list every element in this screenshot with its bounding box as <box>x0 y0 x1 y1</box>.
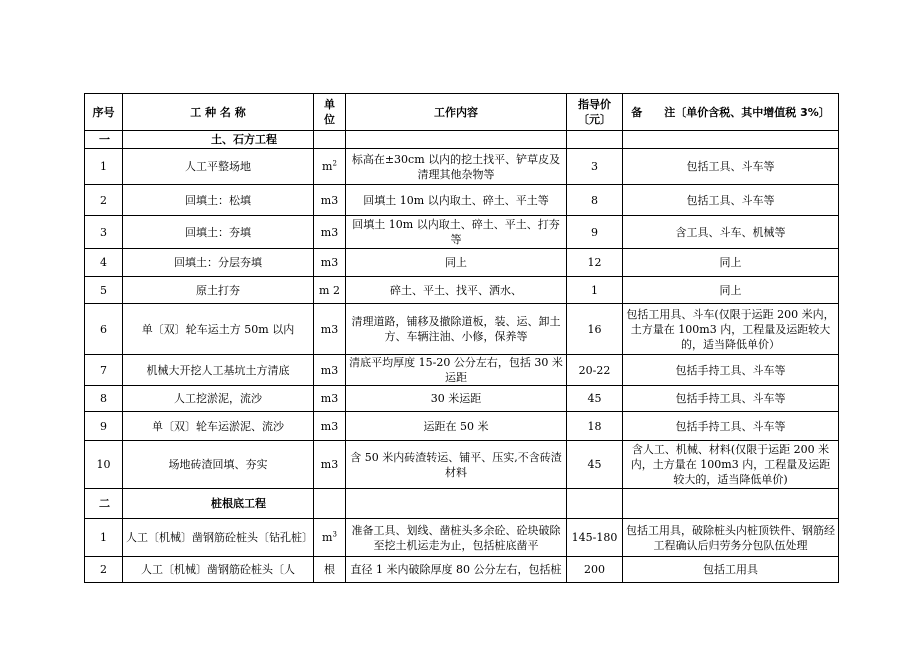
table-row <box>85 519 839 557</box>
cell-unit: m3 <box>314 355 346 386</box>
cell-remark: 包括工用具、斗车(仅限于运距 200 米内，土方量在 100m3 内，工程量及运距较大的，适当降低单价） <box>623 304 839 355</box>
cell-unit <box>314 519 346 557</box>
section-title: 桩根底工程 <box>123 489 314 519</box>
cell-content: 30 米运距 <box>346 386 567 412</box>
section-title: 土、石方工程 <box>123 131 314 149</box>
cell-remark: 包括工具、斗车等 <box>623 185 839 216</box>
empty-cell <box>314 131 346 149</box>
cell-price: 1 <box>567 277 623 304</box>
cell-content: 碎土、平土、找平、洒水、 <box>346 277 567 304</box>
cell-price: 3 <box>567 149 623 185</box>
empty-cell <box>346 489 567 519</box>
cell-content: 清理道路，铺移及撤除道板，装、运、卸土方、车辆注油、小修，保养等 <box>346 304 567 355</box>
cell-content: 回填土 10m 以内取土、碎土、平土、打夯等 <box>346 216 567 249</box>
unit-text: m <box>322 531 333 544</box>
unit-text: m <box>322 160 333 173</box>
cell-remark: 含人工、机械、材料(仅限于运距 200 米内，土方量在 100m3 内，工程量及运距较大的，适当降低单价) <box>623 441 839 489</box>
header-remark: 备 注〔单价含税、其中增值税 3%〕 <box>623 94 839 131</box>
cell-remark: 包括工用具 <box>623 557 839 583</box>
empty-cell <box>623 489 839 519</box>
cell-name: 单〔双〕轮车运土方 50m 以内 <box>123 304 314 355</box>
cell-content: 标高在±30cm 以内的挖土找平、铲草皮及清理其他杂物等 <box>346 149 567 185</box>
cell-name: 人工〔机械〕凿钢筋砼桩头〔钻孔桩〕 <box>123 519 314 557</box>
cell-price: 20-22 <box>567 355 623 386</box>
cell-price: 200 <box>567 557 623 583</box>
unit-superscript: 3 <box>332 530 337 539</box>
cell-remark: 同上 <box>623 249 839 277</box>
cell-price: 16 <box>567 304 623 355</box>
empty-cell <box>314 489 346 519</box>
cell-price: 145-180 <box>567 519 623 557</box>
cell-name: 人工〔机械〕凿钢筋砼桩头〔人 <box>123 557 314 583</box>
cell-no: 7 <box>85 355 123 386</box>
section-row <box>85 489 839 519</box>
cell-price: 18 <box>567 412 623 441</box>
cell-unit <box>314 149 346 185</box>
cell-unit: m 2 <box>314 277 346 304</box>
cell-price: 9 <box>567 216 623 249</box>
header-name: 工 种 名 称 <box>123 94 314 131</box>
empty-cell <box>346 131 567 149</box>
cell-name: 单〔双〕轮车运淤泥、流沙 <box>123 412 314 441</box>
unit-superscript: 2 <box>332 159 337 168</box>
cell-no: 2 <box>85 185 123 216</box>
table-row <box>85 277 839 304</box>
table-row <box>85 386 839 412</box>
cell-name: 场地砖渣回填、夯实 <box>123 441 314 489</box>
cell-content: 准备工具、划线、凿桩头多余砼、砼块破除至挖土机运走为止，包括桩底凿平 <box>346 519 567 557</box>
table-row <box>85 185 839 216</box>
section-number: 二 <box>85 489 123 519</box>
cell-remark: 包括工用具，破除桩头内桩顶铁件、钢筋经工程确认后归劳务分包队伍处理 <box>623 519 839 557</box>
cell-content: 直径 1 米内破除厚度 80 公分左右，包括桩 <box>346 557 567 583</box>
cell-remark: 包括手持工具、斗车等 <box>623 355 839 386</box>
cell-remark: 同上 <box>623 277 839 304</box>
cell-name: 回填土：分层夯填 <box>123 249 314 277</box>
cell-content: 运距在 50 米 <box>346 412 567 441</box>
table-body <box>85 131 839 583</box>
cell-no: 5 <box>85 277 123 304</box>
cell-unit: m3 <box>314 216 346 249</box>
cell-no: 1 <box>85 149 123 185</box>
cell-content: 回填土 10m 以内取土、碎土、平土等 <box>346 185 567 216</box>
table-row <box>85 216 839 249</box>
cell-name: 人工挖淤泥，流沙 <box>123 386 314 412</box>
cell-name: 原土打夯 <box>123 277 314 304</box>
cell-name: 回填土：夯填 <box>123 216 314 249</box>
section-row <box>85 131 839 149</box>
header-unit: 单 位 <box>314 94 346 131</box>
cell-price: 12 <box>567 249 623 277</box>
header-content: 工作内容 <box>346 94 567 131</box>
cell-name: 回填土：松填 <box>123 185 314 216</box>
cell-content: 同上 <box>346 249 567 277</box>
cell-unit: m3 <box>314 185 346 216</box>
table-row <box>85 355 839 386</box>
table-row <box>85 304 839 355</box>
cell-price: 45 <box>567 386 623 412</box>
empty-cell <box>623 131 839 149</box>
cell-name: 机械大开挖人工基坑土方清底 <box>123 355 314 386</box>
cell-content: 含 50 米内砖渣转运、铺平、压实,不含砖渣材料 <box>346 441 567 489</box>
cell-no: 6 <box>85 304 123 355</box>
cell-unit: m3 <box>314 412 346 441</box>
cell-content: 清底平均厚度 15-20 公分左右，包括 30 米运距 <box>346 355 567 386</box>
cell-no: 8 <box>85 386 123 412</box>
cell-no: 2 <box>85 557 123 583</box>
table-row <box>85 557 839 583</box>
cell-unit: 根 <box>314 557 346 583</box>
table-row <box>85 249 839 277</box>
cell-unit: m3 <box>314 249 346 277</box>
cell-no: 10 <box>85 441 123 489</box>
empty-cell <box>567 131 623 149</box>
cell-remark: 包括手持工具、斗车等 <box>623 412 839 441</box>
cell-price: 8 <box>567 185 623 216</box>
cell-remark: 含工具、斗车、机械等 <box>623 216 839 249</box>
cell-no: 3 <box>85 216 123 249</box>
cell-no: 1 <box>85 519 123 557</box>
cell-remark: 包括手持工具、斗车等 <box>623 386 839 412</box>
table-row <box>85 412 839 441</box>
table-row <box>85 149 839 185</box>
price-table <box>84 93 839 583</box>
cell-name: 人工平整场地 <box>123 149 314 185</box>
header-no: 序号 <box>85 94 123 131</box>
cell-unit: m3 <box>314 304 346 355</box>
section-number: 一 <box>85 131 123 149</box>
cell-no: 4 <box>85 249 123 277</box>
empty-cell <box>567 489 623 519</box>
header-price: 指导价 〔元〕 <box>567 94 623 131</box>
cell-unit: m3 <box>314 386 346 412</box>
cell-price: 45 <box>567 441 623 489</box>
cell-unit: m3 <box>314 441 346 489</box>
table-row <box>85 441 839 489</box>
cell-no: 9 <box>85 412 123 441</box>
cell-remark: 包括工具、斗车等 <box>623 149 839 185</box>
header-row <box>85 94 839 131</box>
